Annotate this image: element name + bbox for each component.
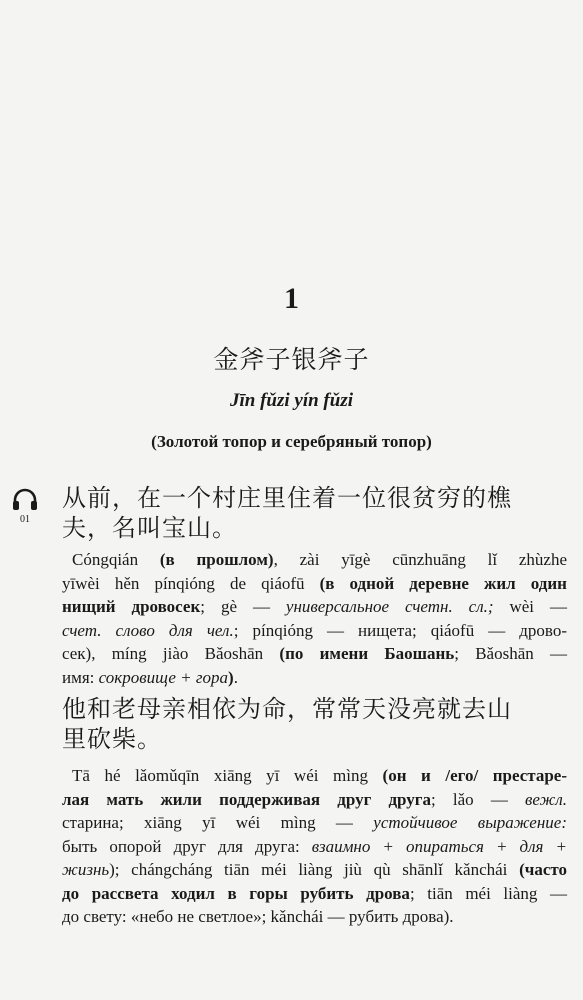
chinese-line: 他和老母亲相依为命，常常天没亮就去山 bbox=[62, 695, 512, 723]
gloss-line bbox=[62, 811, 567, 835]
chinese-paragraph-2 bbox=[62, 694, 562, 754]
gloss-text: до свету: «небо не светлое»; kǎnchái — рубить дрова). bbox=[62, 907, 454, 926]
gloss-text: ; pínqióng — нищета; qiáofū — дрово- bbox=[233, 620, 567, 640]
chapter-number: 1 bbox=[284, 282, 299, 315]
gloss-line bbox=[62, 642, 567, 666]
gloss-text: старина; xiāng yī wéi mìng — bbox=[62, 813, 374, 832]
gloss-translation: нищий дровосек bbox=[62, 597, 201, 616]
gloss-text: ; tiān méi liàng — bbox=[409, 883, 567, 903]
gloss-text: ; Bǎoshān — bbox=[454, 644, 567, 663]
gloss-note: счет. слово для чел. bbox=[62, 620, 234, 640]
gloss-text: wèi — bbox=[493, 597, 567, 616]
gloss-text: , zài yīgè cūnzhuāng lǐ zhùzhe bbox=[273, 550, 568, 569]
gloss-line bbox=[62, 882, 567, 906]
gloss-line bbox=[62, 548, 567, 572]
gloss-translation: (в прошлом) bbox=[159, 550, 274, 569]
gloss-translation: (по имени Баошань bbox=[279, 644, 455, 663]
gloss-text: Tā hé lǎomǔqīn xiāng yī wéi mìng bbox=[72, 766, 383, 785]
gloss-line bbox=[62, 619, 567, 643]
gloss-translation: лая мать жили поддерживая друг друга bbox=[62, 789, 432, 809]
gloss-line bbox=[62, 764, 567, 788]
gloss-note: универсальное счетн. сл.; bbox=[285, 597, 494, 616]
gloss-paragraph-1 bbox=[62, 548, 567, 689]
gloss-note: взаимно + опираться + для + bbox=[311, 836, 567, 856]
gloss-text: Cóngqián bbox=[72, 550, 160, 569]
chapter-title-russian: (Золотой топор и серебряный топор) bbox=[151, 432, 432, 451]
gloss-text: . bbox=[233, 667, 238, 687]
headphones-icon bbox=[11, 488, 39, 512]
gloss-line bbox=[62, 858, 567, 882]
gloss-translation: (часто bbox=[519, 860, 567, 879]
gloss-text: ; gè — bbox=[200, 597, 286, 616]
gloss-translation: (он и /его/ престаре- bbox=[382, 766, 567, 785]
gloss-text: ; lǎo — bbox=[431, 789, 526, 809]
gloss-translation: ) bbox=[228, 667, 234, 687]
gloss-note: жизнь bbox=[62, 860, 110, 879]
gloss-line bbox=[62, 905, 567, 929]
audio-track-number: 01 bbox=[20, 514, 30, 525]
chinese-line: 从前，在一个村庄里住着一位很贫穷的樵 bbox=[62, 484, 512, 512]
gloss-line bbox=[62, 595, 567, 619]
gloss-note: устойчивое выражение: bbox=[373, 813, 567, 832]
chinese-paragraph-1 bbox=[62, 483, 562, 543]
gloss-note: вежл. bbox=[525, 789, 568, 809]
gloss-paragraph-2 bbox=[62, 764, 567, 929]
gloss-text: ); chángcháng tiān méi liàng jiù qù shānlǐ kǎnchái bbox=[109, 860, 520, 879]
gloss-line bbox=[62, 835, 567, 859]
chapter-title-chinese: 金斧子银斧子 bbox=[213, 345, 370, 374]
gloss-text: имя: bbox=[62, 667, 99, 687]
chinese-line: 里砍柴。 bbox=[62, 725, 162, 753]
gloss-line bbox=[62, 666, 567, 690]
gloss-translation: (в одной деревне жил один bbox=[319, 573, 567, 593]
audio-track-marker bbox=[10, 488, 40, 525]
chinese-line: 夫，名叫宝山。 bbox=[62, 514, 237, 542]
gloss-note: сокровище + гора bbox=[98, 667, 229, 687]
gloss-line bbox=[62, 572, 567, 596]
gloss-translation: до рассвета ходил в горы рубить дрова bbox=[62, 883, 410, 903]
gloss-text: быть опорой друг для друга: bbox=[62, 836, 312, 856]
gloss-text: yīwèi hěn pínqióng de qiáofū bbox=[62, 573, 320, 593]
chapter-title-pinyin: Jīn fǔzi yín fǔzi bbox=[229, 390, 353, 411]
gloss-line bbox=[62, 788, 567, 812]
gloss-text: сек), míng jiào Bǎoshān bbox=[62, 644, 280, 663]
